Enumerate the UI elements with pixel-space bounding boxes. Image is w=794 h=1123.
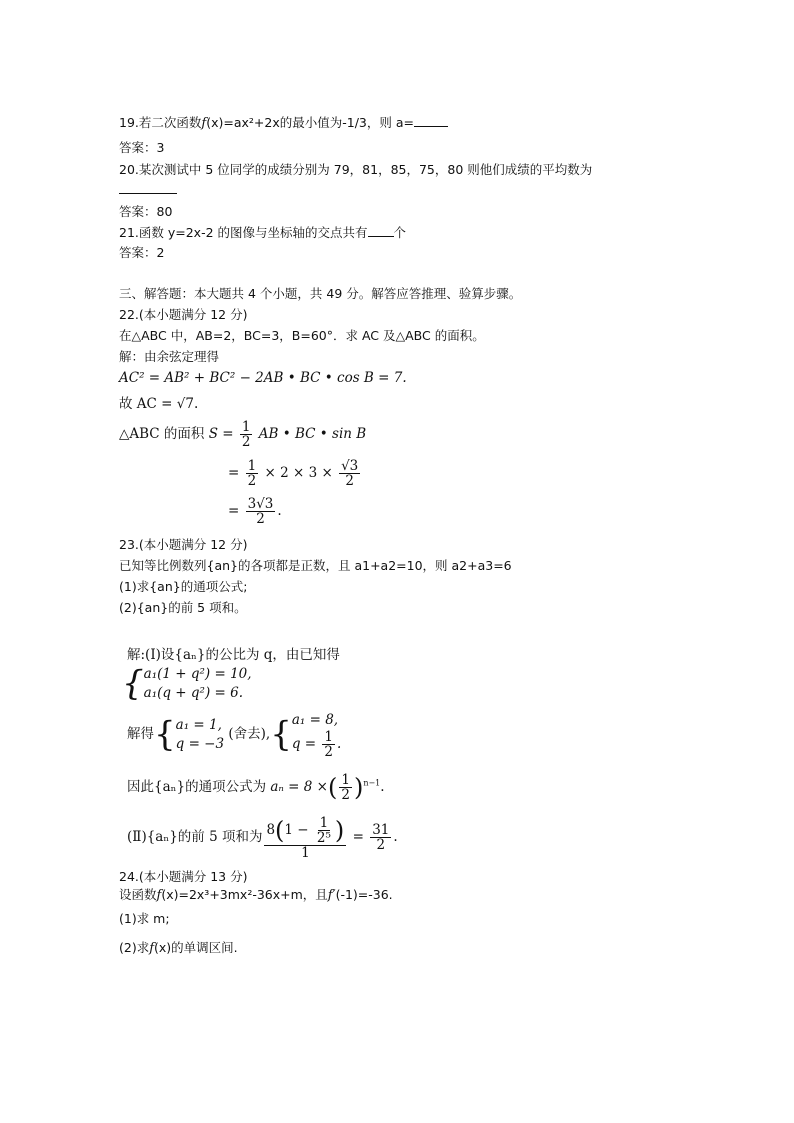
q23-general-term: 因此{aₙ}的通项公式为 aₙ = 8 ×( $\frac{1}{2}$ )$^{n-1}$. (127, 772, 385, 803)
q22-area-line1 (119, 420, 366, 449)
q21-line (119, 225, 406, 241)
q23-general-prefix: 因此{aₙ}的通项公式为 (127, 779, 267, 795)
q22-sqrt3-fraction: $\frac{√3}{2}$ (341, 458, 359, 489)
q21-text-before: 21.函数 y=2x-2 的图像与坐标轴的交点共有 (119, 225, 368, 240)
q24-title: 24.(本小题满分 13 分) (119, 869, 248, 884)
q23-sum-prefix: (Ⅱ){aₙ}的前 5 项和为 (127, 829, 263, 845)
q19-suffix: 的最小值为-1/3，则 a= (279, 115, 414, 130)
q23-solutions: 解得{ a₁ = 1, q = −3 (舍去),{ a₁ = 8, q = $\frac{1}{2}$ . (127, 711, 342, 760)
q24-part1: (1)求 m; (119, 911, 170, 926)
q22-solution-label: 解：由余弦定理得 (119, 349, 220, 364)
q22-half-fraction: $\frac{1}{2}$ (241, 419, 251, 450)
q24-part2: (2)求f(x)的单调区间. (119, 940, 238, 956)
q22-area-rest: AB • BC • sin B (258, 426, 367, 442)
q23-part2: (2){an}的前 5 项和。 (119, 600, 247, 615)
q21-answer: 答案：2 (119, 245, 165, 260)
q22-eq-ac: 故 AC = √7. (119, 396, 199, 412)
q22-half-fraction-2: $\frac{1}{2}$ (247, 458, 257, 489)
q19-blank[interactable] (414, 116, 448, 127)
q23-system: { a₁(1 + q²) = 10, a₁(q + q²) = 6. (122, 663, 252, 704)
q22-title: 22.(本小题满分 12 分) (119, 307, 248, 322)
q19-body: (x)=ax²+2x (206, 115, 280, 130)
q23-solution-intro: 解:(Ⅰ)设{aₙ}的公比为 q，由已知得 (127, 647, 340, 663)
q23-sum-result: $\frac{31}{2}$ (372, 822, 390, 853)
q21-blank[interactable] (368, 226, 394, 237)
q20-blank-line (119, 182, 177, 198)
q20-answer: 答案：80 (119, 204, 173, 219)
q19-prefix: 19.若二次函数 (119, 115, 202, 130)
q22-eq-cosine: AC² = AB² + BC² − 2AB • BC • cos B = 7. (119, 370, 407, 386)
q23-sum: (Ⅱ){aₙ}的前 5 项和为 8(1 − $\frac{1}{\text{2⁵}}$ ) 1 = $\frac{31}{2}$ . (127, 814, 398, 861)
section3-heading: 三、解答题：本大题共 4 个小题，共 49 分。解答应答推理、验算步骤。 (119, 286, 522, 301)
q23-solve-label: 解得 (127, 726, 154, 742)
q20-blank[interactable] (119, 183, 177, 194)
q23-discard: (舍去), (228, 726, 271, 742)
q20-text: 20.某次测试中 5 位同学的成绩分别为 79，81，85，75，80 则他们成绩的平均数为 (119, 162, 593, 177)
q19-func: f (201, 116, 207, 131)
q22-problem: 在△ABC 中，AB=2，BC=3，B=60°．求 AC 及△ABC 的面积。 (119, 328, 485, 343)
q23-title: 23.(本小题满分 12 分) (119, 537, 248, 552)
q23-sum-fraction: 8(1 − $\frac{1}{\text{2⁵}}$ ) 1 (266, 814, 345, 861)
q22-area-line2: = $\frac{1}{2}$ × 2 × 3 × $\frac{√3}{2}$ (228, 458, 359, 489)
q24-problem: 设函数f(x)=2x³+3mx²-36x+m，且f′(-1)=-36. (119, 887, 393, 903)
q22-step2-mid: × 2 × 3 × (264, 465, 333, 481)
q19-line (119, 115, 448, 132)
q23-problem: 已知等比例数列{an}的各项都是正数，且 a1+a2=10，则 a2+a3=6 (119, 558, 512, 573)
q19-answer: 答案：3 (119, 140, 165, 155)
q23-part1: (1)求{an}的通项公式; (119, 579, 248, 594)
q22-area-lhs: S = (208, 426, 234, 442)
q22-result-fraction: $\frac{3√3}{2}$ (247, 496, 274, 527)
q22-area-prefix: △ABC 的面积 (119, 426, 205, 442)
q22-area-line3: = $\frac{3√3}{2}$ . (228, 496, 282, 527)
q21-text-after: 个 (393, 225, 407, 240)
